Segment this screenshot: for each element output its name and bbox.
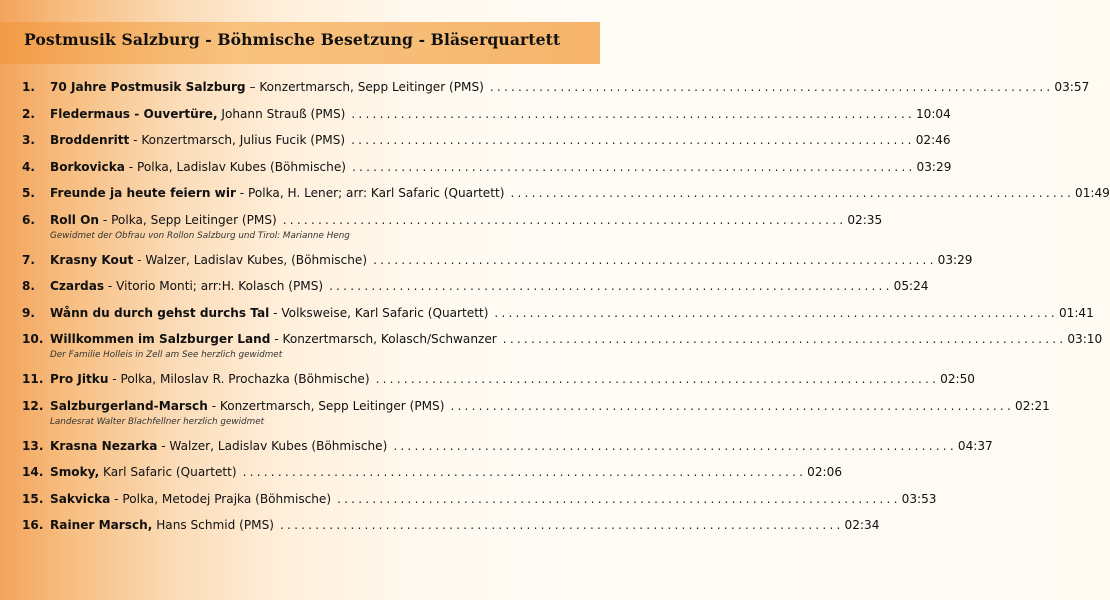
track-detail: - Polka, Sepp Leitinger (PMS) [99,212,277,227]
track-title: 70 Jahre Postmusik Salzburg [50,80,246,94]
track-title: Fledermaus - Ouvertüre, [50,106,218,121]
track-detail: - Walzer, Ladislav Kubes (Böhmische) [157,438,388,453]
track-item [22,438,993,453]
dot-leader: ................................................................................ [351,133,915,147]
track-duration: 03:53 [901,491,937,506]
track-duration: 02:34 [844,518,880,532]
track-list [22,80,1110,532]
track-number: 12. [22,398,44,413]
track-title: Roll On [50,212,100,227]
track-title: Smoky, [50,465,100,479]
page-title: Postmusik Salzburg - Böhmische Besetzung - Bläserquartett [24,30,561,49]
track-item [22,186,1110,200]
dot-leader: ................................................................................ [375,372,940,386]
track-number: 16. [22,518,44,532]
track-duration: 05:24 [893,279,929,293]
track-item [22,372,975,386]
track-duration: 02:50 [940,372,975,386]
track-duration: 04:37 [957,438,993,453]
dot-leader: ................................................................................ [450,398,1014,413]
track-detail: Johann Strauß (PMS) [217,106,346,121]
track-detail: - Polka, H. Lener; arr: Karl Safaric (Quartett) [235,186,505,200]
track-item [22,305,1094,320]
track-item [22,106,951,121]
track-item [22,133,951,147]
track-number: 15. [22,491,44,506]
track-title: Freunde ja heute feiern wir [50,186,236,200]
track-duration: 01:49 [1075,186,1110,200]
track-detail: - Konzertmarsch, Sepp Leitinger (PMS) [207,398,445,413]
dot-leader: ................................................................................ [337,491,901,506]
track-detail: Hans Schmid (PMS) [152,518,274,532]
track-number: 7. [22,252,36,267]
track-duration: 01:41 [1058,305,1094,320]
track-number: 10. [22,332,44,346]
track-detail: - Vitorio Monti; arr:H. Kolasch (PMS) [104,279,324,293]
track-duration: 02:46 [915,133,951,147]
dedication-note: Landesrat Walter Blachfellner herzlich gewidmet [50,416,265,427]
dot-leader: ................................................................................ [329,279,893,293]
dot-leader: ................................................................................ [510,186,1075,200]
track-title: Willkommen im Salzburger Land [50,332,271,346]
track-detail: - Polka, Metodej Prajka (Böhmische) [110,491,332,506]
dot-leader: ................................................................................ [282,212,847,227]
track-title: Krasny Kout [50,252,134,267]
track-item [22,80,1090,94]
track-title: Wånn du durch gehst durchs Tal [50,305,270,320]
track-detail: Karl Safaric (Quartett) [99,465,237,479]
track-number: 4. [22,159,36,174]
track-item [22,279,929,293]
dot-leader: ................................................................................ [393,438,957,453]
dedication-note: Der Familie Holleis in Zell am See herzlich gewidmet [50,350,283,360]
track-item [22,398,1050,427]
track-detail: - Volksweise, Karl Safaric (Quartett) [269,305,489,320]
track-item [22,252,973,267]
track-detail: - Polka, Miloslav R. Prochazka (Böhmische) [108,372,370,386]
dot-leader: ................................................................................ [351,106,915,121]
track-title: Czardas [50,279,105,293]
dot-leader: ................................................................................ [494,305,1058,320]
track-title: Salzburgerland-Marsch [50,398,208,413]
track-duration: 02:06 [807,465,843,479]
track-duration: 10:04 [915,106,951,121]
track-number: 3. [22,133,36,147]
track-number: 8. [22,279,36,293]
dot-leader: ................................................................................ [502,332,1067,346]
dot-leader: ................................................................................ [373,252,937,267]
dot-leader: ................................................................................ [352,159,916,174]
track-title: Sakvicka [50,491,111,506]
track-number: 11. [22,372,44,386]
track-title: Pro Jitku [50,372,109,386]
track-detail: – Konzertmarsch, Sepp Leitinger (PMS) [245,80,484,94]
track-duration: 03:57 [1054,80,1090,94]
track-duration: 02:35 [847,212,883,227]
track-item [22,212,883,241]
track-duration: 03:29 [937,252,973,267]
track-duration: 02:21 [1015,398,1050,413]
track-item [22,159,952,174]
dot-leader: ................................................................................ [280,518,844,532]
track-item [22,491,937,506]
track-title: Broddenritt [50,133,130,147]
track-title: Krasna Nezarka [50,438,158,453]
track-title: Borkovicka [50,159,125,174]
track-number: 9. [22,305,36,320]
dot-leader: ................................................................................ [489,80,1054,94]
track-item [22,465,843,479]
track-number: 1. [22,80,36,94]
track-item [22,518,880,532]
track-item [22,332,1103,360]
track-duration: 03:29 [916,159,952,174]
track-number: 2. [22,106,36,121]
track-detail: - Konzertmarsch, Kolasch/Schwanzer [270,332,497,346]
track-detail: - Konzertmarsch, Julius Fucik (PMS) [129,133,346,147]
track-number: 6. [22,212,36,227]
dedication-note: Gewidmet der Obfrau von Rollon Salzburg und Tirol: Marianne Heng [50,230,350,241]
track-detail: - Walzer, Ladislav Kubes, (Böhmische) [133,252,368,267]
track-title: Rainer Marsch, [50,518,153,532]
track-number: 5. [22,186,36,200]
track-number: 14. [22,465,44,479]
track-duration: 03:10 [1067,332,1103,346]
track-number: 13. [22,438,44,453]
track-detail: - Polka, Ladislav Kubes (Böhmische) [124,159,346,174]
dot-leader: ................................................................................ [242,465,807,479]
